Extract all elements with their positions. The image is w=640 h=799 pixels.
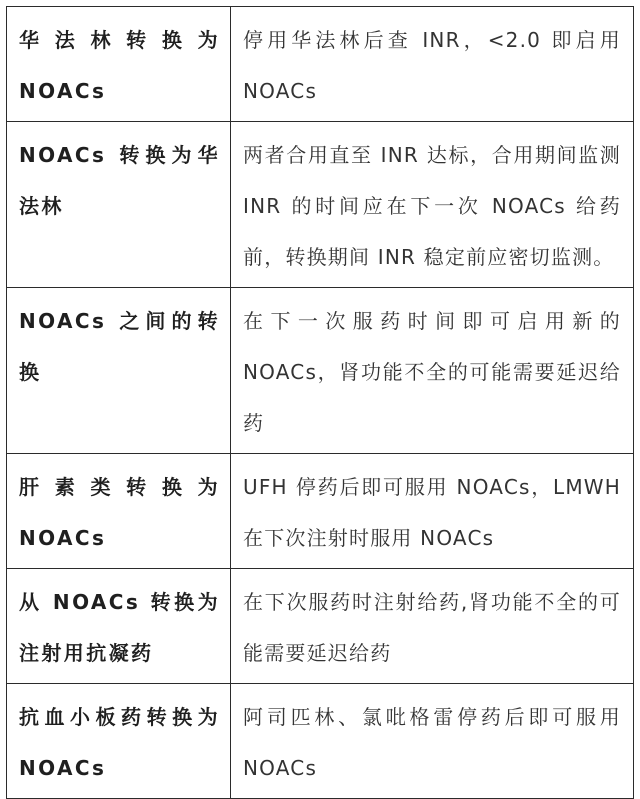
row-label: NOACs 之间的转换: [7, 288, 231, 454]
anticoagulant-conversion-table: [6, 6, 634, 799]
table-row: [7, 288, 634, 454]
row-label: NOACs 转换为华法林: [7, 122, 231, 288]
row-label: 华 法 林 转 换 为 NOACs: [7, 7, 231, 122]
table-row: [7, 569, 634, 684]
row-description: UFH 停药后即可服用 NOACs，LMWH 在下次注射时服用 NOACs: [231, 454, 634, 569]
row-description: 两者合用直至 INR 达标，合用期间监测 INR 的时间应在下一次 NOACs 给药前，转换期间 INR 稳定前应密切监测。: [231, 122, 634, 288]
table-row: [7, 122, 634, 288]
conversion-table-container: [6, 6, 633, 799]
row-label: 肝 素 类 转 换 为 NOACs: [7, 454, 231, 569]
row-label: 从 NOACs 转换为注射用抗凝药: [7, 569, 231, 684]
table-row: [7, 7, 634, 122]
row-description: 在下次服药时注射给药,肾功能不全的可能需要延迟给药: [231, 569, 634, 684]
table-row: [7, 684, 634, 799]
row-description: 阿司匹林、氯吡格雷停药后即可服用 NOACs: [231, 684, 634, 799]
row-label: 抗血小板药转换为 NOACs: [7, 684, 231, 799]
row-description: 在下一次服药时间即可启用新的 NOACs，肾功能不全的可能需要延迟给药: [231, 288, 634, 454]
table-row: [7, 454, 634, 569]
row-description: 停用华法林后查 INR，<2.0 即启用 NOACs: [231, 7, 634, 122]
